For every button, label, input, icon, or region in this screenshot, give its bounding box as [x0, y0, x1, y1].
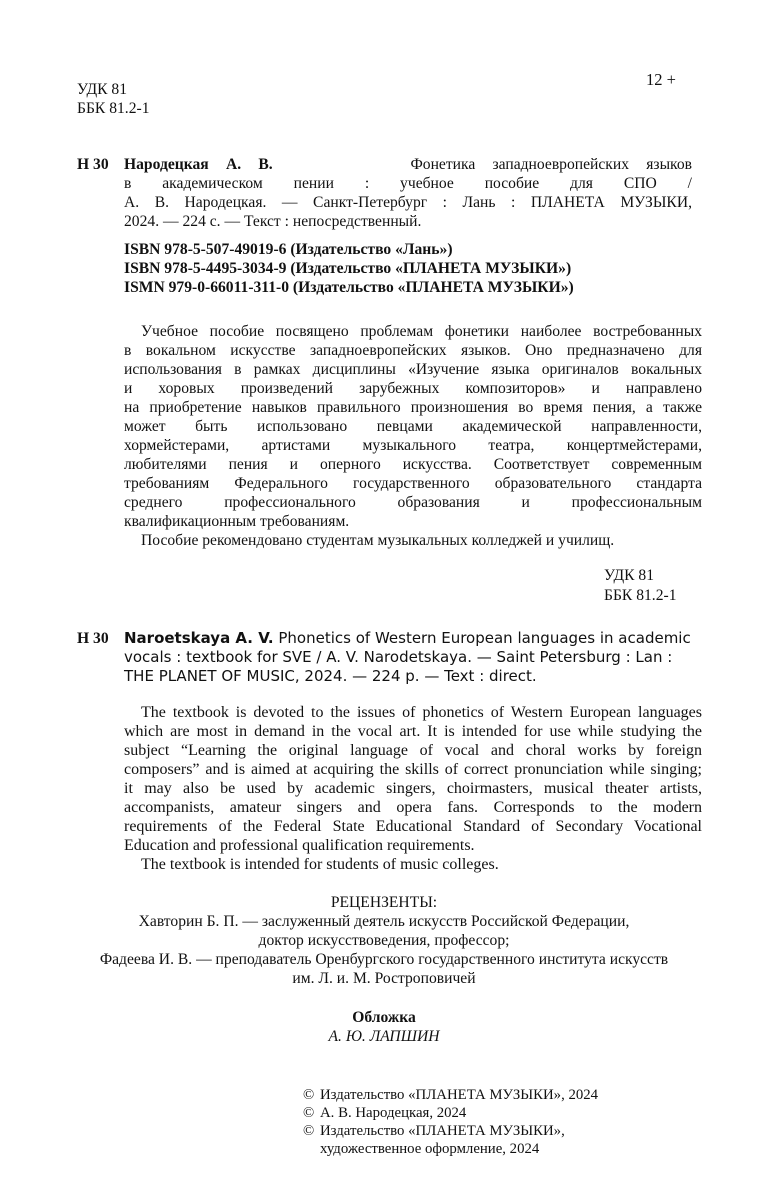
en-abstract-line: subject “Learning the original language of vocal and choral works by foreign	[124, 742, 702, 759]
isbn-line: ISBN 978-5-4495-3034-9 (Издательство «ПЛАНЕТА МУЗЫКИ»)	[124, 260, 572, 277]
en-abstract-line: The textbook is devoted to the issues of phonetics of Western European languages	[141, 704, 702, 721]
ru-abstract-line: на приобретение навыков правильного произношения во время пения, а также	[124, 399, 702, 416]
en-recommendation: The textbook is intended for students of music colleges.	[141, 856, 499, 873]
en-entry-line: vocals : textbook for SVE / A. V. Narodetskaya. — Saint Petersburg : Lan :	[124, 648, 673, 666]
copyright-symbol: ©	[303, 1087, 315, 1103]
ru-entry-line: 2024. — 224 с. — Текст : непосредственный.	[124, 213, 422, 230]
ismn-line: ISMN 979-0-66011-311-0 (Издательство «ПЛАНЕТА МУЗЫКИ»)	[124, 279, 574, 296]
ru-abstract-line: среднего профессионального образования и профессиональным	[124, 494, 702, 511]
en-entry-line: THE PLANET OF MUSIC, 2024. — 224 p. — Text : direct.	[124, 667, 537, 685]
reviewer-line: Хавторин Б. П. — заслуженный деятель искусств Российской Федерации,	[138, 913, 630, 930]
copyright-symbol: ©	[303, 1105, 315, 1121]
ru-entry-code: Н 30	[77, 156, 109, 173]
ru-abstract-line: хормейстерами, артистами музыкального театра, концертмейстерами,	[124, 437, 702, 454]
en-abstract-line: accompanists, amateur singers and opera fans. Corresponds to the modern	[124, 799, 702, 816]
ru-abstract-line: Учебное пособие посвящено проблемам фонетики наиболее востребованных	[141, 323, 702, 340]
ru-abstract	[124, 322, 702, 550]
ru-abstract-line: и хоровых произведений зарубежных композиторов» и направлено	[124, 380, 702, 397]
cover-heading: Обложка	[352, 1009, 416, 1026]
bbk-code: ББК 81.2-1	[77, 100, 150, 117]
en-entry-author: Naroetskaya A. V.	[124, 629, 274, 647]
copyright-block	[303, 1086, 598, 1158]
en-abstract-line: which are most in demand in the vocal art. It is intended for use while studying the	[124, 723, 702, 740]
reviewer-line: им. Л. и. М. Ростроповичей	[292, 970, 476, 987]
en-entry-description	[124, 629, 692, 686]
ru-abstract-line: требованиям Федерального государственного образовательного стандарта	[124, 475, 702, 492]
ru-abstract-line: квалификационным требованиям.	[124, 513, 350, 530]
reviewers-block	[0, 893, 768, 988]
copyright-line: Издательство «ПЛАНЕТА МУЗЫКИ»,	[320, 1123, 565, 1139]
reviewer-line: Фадеева И. В. — преподаватель Оренбургского государственного института искусств	[99, 951, 669, 968]
ru-abstract-line: любителями пения и оперного искусства. Соответствует современным	[124, 456, 702, 473]
en-abstract-line: requirements of the Federal State Educational Standard of Secondary Vocational	[124, 818, 702, 835]
en-entry-line: Phonetics of Western European languages in academic	[278, 629, 691, 647]
ru-abstract-line: использования в рамках дисциплины «Изучение языка оригиналов вокальных	[124, 361, 702, 378]
ru-entry-line: в академическом пении : учебное пособие для СПО /	[124, 175, 692, 192]
en-abstract-line: it may also be used by academic singers, choirmasters, musical theater artists,	[124, 780, 702, 797]
copyright-line: А. В. Народецкая, 2024	[320, 1105, 467, 1121]
en-entry-code: Н 30	[77, 630, 109, 647]
ru-entry-description	[124, 155, 692, 231]
cover-artist: А. Ю. ЛАПШИН	[328, 1028, 440, 1045]
udk-code: УДК 81	[77, 81, 127, 98]
copyright-line: Издательство «ПЛАНЕТА МУЗЫКИ», 2024	[320, 1087, 599, 1103]
age-rating: 12 +	[646, 70, 676, 89]
ru-abstract-line: может быть использовано певцами академической направленности,	[124, 418, 702, 435]
en-abstract-line: Education and professional qualification requirements.	[124, 837, 475, 854]
copyright-continuation: художественное оформление, 2024	[320, 1141, 540, 1157]
reviewers-heading: РЕЦЕНЗЕНТЫ:	[330, 894, 438, 911]
reviewer-line: доктор искусствоведения, профессор;	[258, 932, 510, 949]
cover-block	[0, 1008, 768, 1046]
en-udk-code: УДК 81	[604, 567, 654, 584]
en-abstract-line: composers” and is aimed at acquiring the skills of correct pronunciation while singing;	[124, 761, 702, 778]
ru-recommendation: Пособие рекомендовано студентам музыкальных колледжей и училищ.	[141, 532, 615, 549]
en-bbk-code: ББК 81.2-1	[604, 587, 677, 604]
ru-entry-line: А. В. Народецкая. — Санкт-Петербург : Лань : ПЛАНЕТА МУЗЫКИ,	[124, 194, 692, 211]
ru-abstract-line: в вокальном искусстве западноевропейских языков. Оно предназначено для	[124, 342, 702, 359]
isbn-block	[124, 240, 574, 297]
en-abstract	[124, 703, 702, 874]
copyright-symbol: ©	[303, 1123, 315, 1139]
isbn-line: ISBN 978-5-507-49019-6 (Издательство «Лань»)	[124, 241, 453, 258]
ru-entry-line: Фонетика западноевропейских языков	[410, 156, 692, 173]
ru-entry-author: Народецкая А. В.	[124, 156, 273, 173]
